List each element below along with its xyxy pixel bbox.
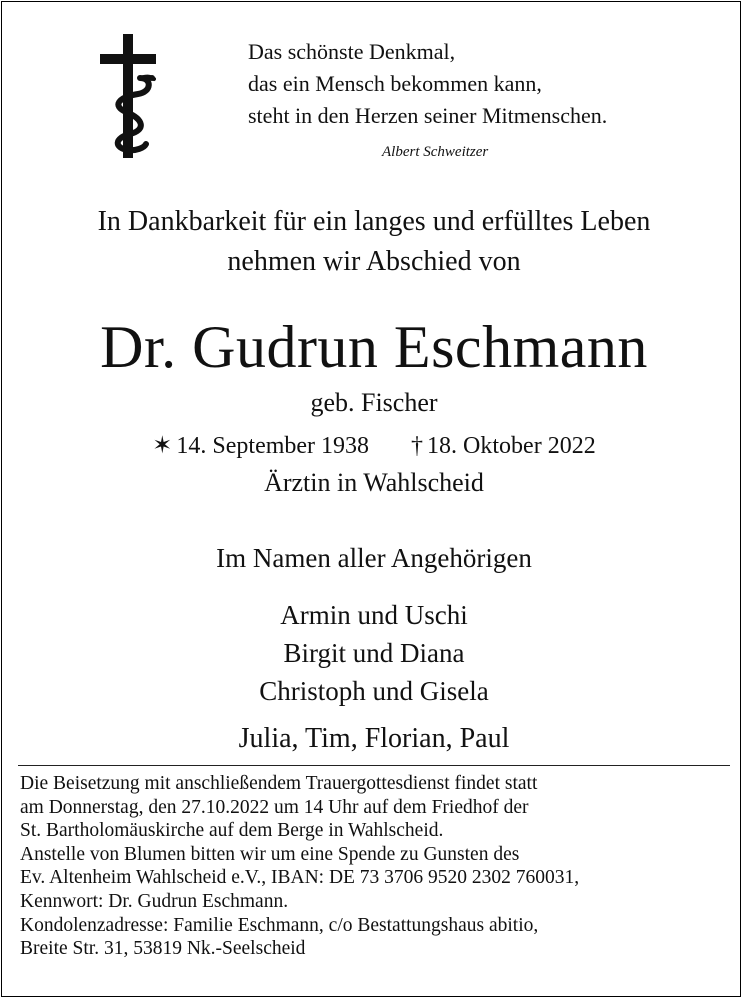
birth-date: 14. September 1938 bbox=[176, 433, 370, 459]
notice-line: St. Bartholomäuskirche auf dem Berge in Wahlscheid. bbox=[20, 820, 444, 842]
notice-line: Kennwort: Dr. Gudrun Eschmann. bbox=[20, 890, 289, 912]
notice-line: Anstelle von Blumen bitten wir um eine Spende zu Gunsten des bbox=[20, 843, 520, 865]
profession: Ärztin in Wahlscheid bbox=[264, 468, 484, 497]
intro-line: nehmen wir Abschied von bbox=[227, 246, 521, 277]
death-date: 18. Oktober 2022 bbox=[427, 433, 596, 459]
quote-author: Albert Schweitzer bbox=[382, 144, 489, 160]
quote-line: Das schönste Denkmal, bbox=[248, 39, 456, 64]
birth-star-icon: ✶ bbox=[152, 433, 173, 459]
birth-name: geb. Fischer bbox=[310, 388, 438, 417]
family-item: Armin und Uschi bbox=[280, 600, 468, 630]
quote-line: steht in den Herzen seiner Mitmenschen. bbox=[248, 103, 608, 128]
notice-line: Breite Str. 31, 53819 Nk.-Seelscheid bbox=[20, 938, 306, 960]
family-list bbox=[2, 596, 744, 710]
death-cross-icon: † bbox=[411, 433, 424, 459]
funeral-notice bbox=[20, 772, 730, 961]
deceased-name: Dr. Gudrun Eschmann bbox=[100, 314, 648, 380]
intro-text bbox=[2, 202, 744, 282]
notice-line: Ev. Altenheim Wahlscheid e.V., IBAN: DE 73 3706 9520 2302 760031, bbox=[20, 867, 580, 889]
quote-line: das ein Mensch bekommen kann, bbox=[248, 71, 542, 96]
notice-line: am Donnerstag, den 27.10.2022 um 14 Uhr auf dem Friedhof der bbox=[20, 796, 529, 818]
grandchildren: Julia, Tim, Florian, Paul bbox=[238, 723, 510, 754]
family-item: Christoph und Gisela bbox=[259, 676, 489, 706]
quote-block bbox=[248, 36, 718, 132]
notice-line: Kondolenzadresse: Familie Eschmann, c/o Bestattungshaus abitio, bbox=[20, 914, 539, 936]
mourners-intro: Im Namen aller Angehörigen bbox=[216, 543, 532, 573]
cross-with-serpent-icon bbox=[100, 34, 156, 158]
notice-frame bbox=[1, 1, 741, 997]
life-dates bbox=[2, 430, 744, 462]
intro-line: In Dankbarkeit für ein langes und erfülltes Leben bbox=[97, 206, 651, 237]
notice-line: Die Beisetzung mit anschließendem Trauergottesdienst findet statt bbox=[20, 773, 538, 794]
family-item: Birgit und Diana bbox=[283, 638, 465, 668]
divider bbox=[18, 765, 730, 766]
